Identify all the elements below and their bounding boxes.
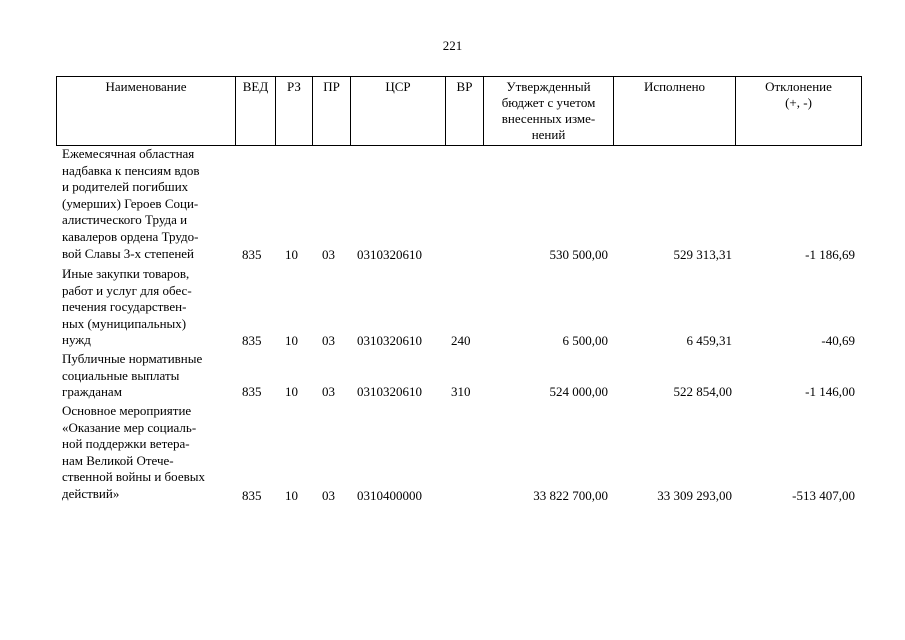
- header-deviation: Отклонение (+, -): [735, 77, 861, 145]
- row-pr: 03: [322, 333, 335, 349]
- page-number: 221: [442, 38, 463, 53]
- row-rz: 10: [285, 333, 298, 349]
- header-budget: Утвержденный бюджет с учетом внесенных изме- нений: [483, 77, 613, 145]
- row-ved: 835: [242, 247, 262, 263]
- header-vr: ВР: [445, 77, 483, 145]
- row-csr: 0310320610: [357, 384, 422, 400]
- row-budget: 6 500,00: [562, 333, 608, 349]
- header-executed: Исполнено: [613, 77, 735, 145]
- row-rz: 10: [285, 488, 298, 504]
- row-executed: 522 854,00: [673, 384, 732, 400]
- row-pr: 03: [322, 384, 335, 400]
- row-rz: 10: [285, 247, 298, 263]
- header-csr: ЦСР: [350, 77, 445, 145]
- row-csr: 0310320610: [357, 247, 422, 263]
- row-rz: 10: [285, 384, 298, 400]
- row-executed: 529 313,31: [673, 247, 732, 263]
- row-name: Публичные нормативные социальные выплаты гражданам: [62, 351, 203, 400]
- row-deviation: -513 407,00: [792, 488, 855, 504]
- table-header: [56, 76, 862, 146]
- row-csr: 0310400000: [357, 488, 422, 504]
- header-rz: РЗ: [275, 77, 312, 145]
- row-vr: 310: [451, 384, 471, 400]
- table-row: [56, 146, 862, 264]
- row-pr: 03: [322, 488, 335, 504]
- row-ved: 835: [242, 384, 262, 400]
- row-budget: 524 000,00: [549, 384, 608, 400]
- row-name: Основное мероприятие «Оказание мер социаль- ной поддержки ветера- нам Великой Отече- ственной войны и боевых действий»: [62, 403, 205, 501]
- table-row: [56, 403, 862, 505]
- row-pr: 03: [322, 247, 335, 263]
- row-name: Иные закупки товаров, работ и услуг для обес- печения государствен- ных (муниципальных) нужд: [62, 266, 192, 348]
- row-ved: 835: [242, 488, 262, 504]
- header-ved: ВЕД: [235, 77, 275, 145]
- row-deviation: -40,69: [821, 333, 855, 349]
- header-pr: ПР: [312, 77, 350, 145]
- row-executed: 6 459,31: [686, 333, 732, 349]
- row-csr: 0310320610: [357, 333, 422, 349]
- row-vr: 240: [451, 333, 471, 349]
- header-name: Наименование: [105, 79, 187, 94]
- row-deviation: -1 186,69: [805, 247, 855, 263]
- row-ved: 835: [242, 333, 262, 349]
- row-name: Ежемесячная областная надбавка к пенсиям вдов и родителей погибших (умерших) Героев Соци- алистического Труда и кавалеров ордена Трудо- вой Славы 3-х степеней: [62, 146, 200, 261]
- row-deviation: -1 146,00: [805, 384, 855, 400]
- row-budget: 33 822 700,00: [533, 488, 608, 504]
- table-row: [56, 266, 862, 350]
- table-row: [56, 351, 862, 401]
- row-budget: 530 500,00: [549, 247, 608, 263]
- row-executed: 33 309 293,00: [657, 488, 732, 504]
